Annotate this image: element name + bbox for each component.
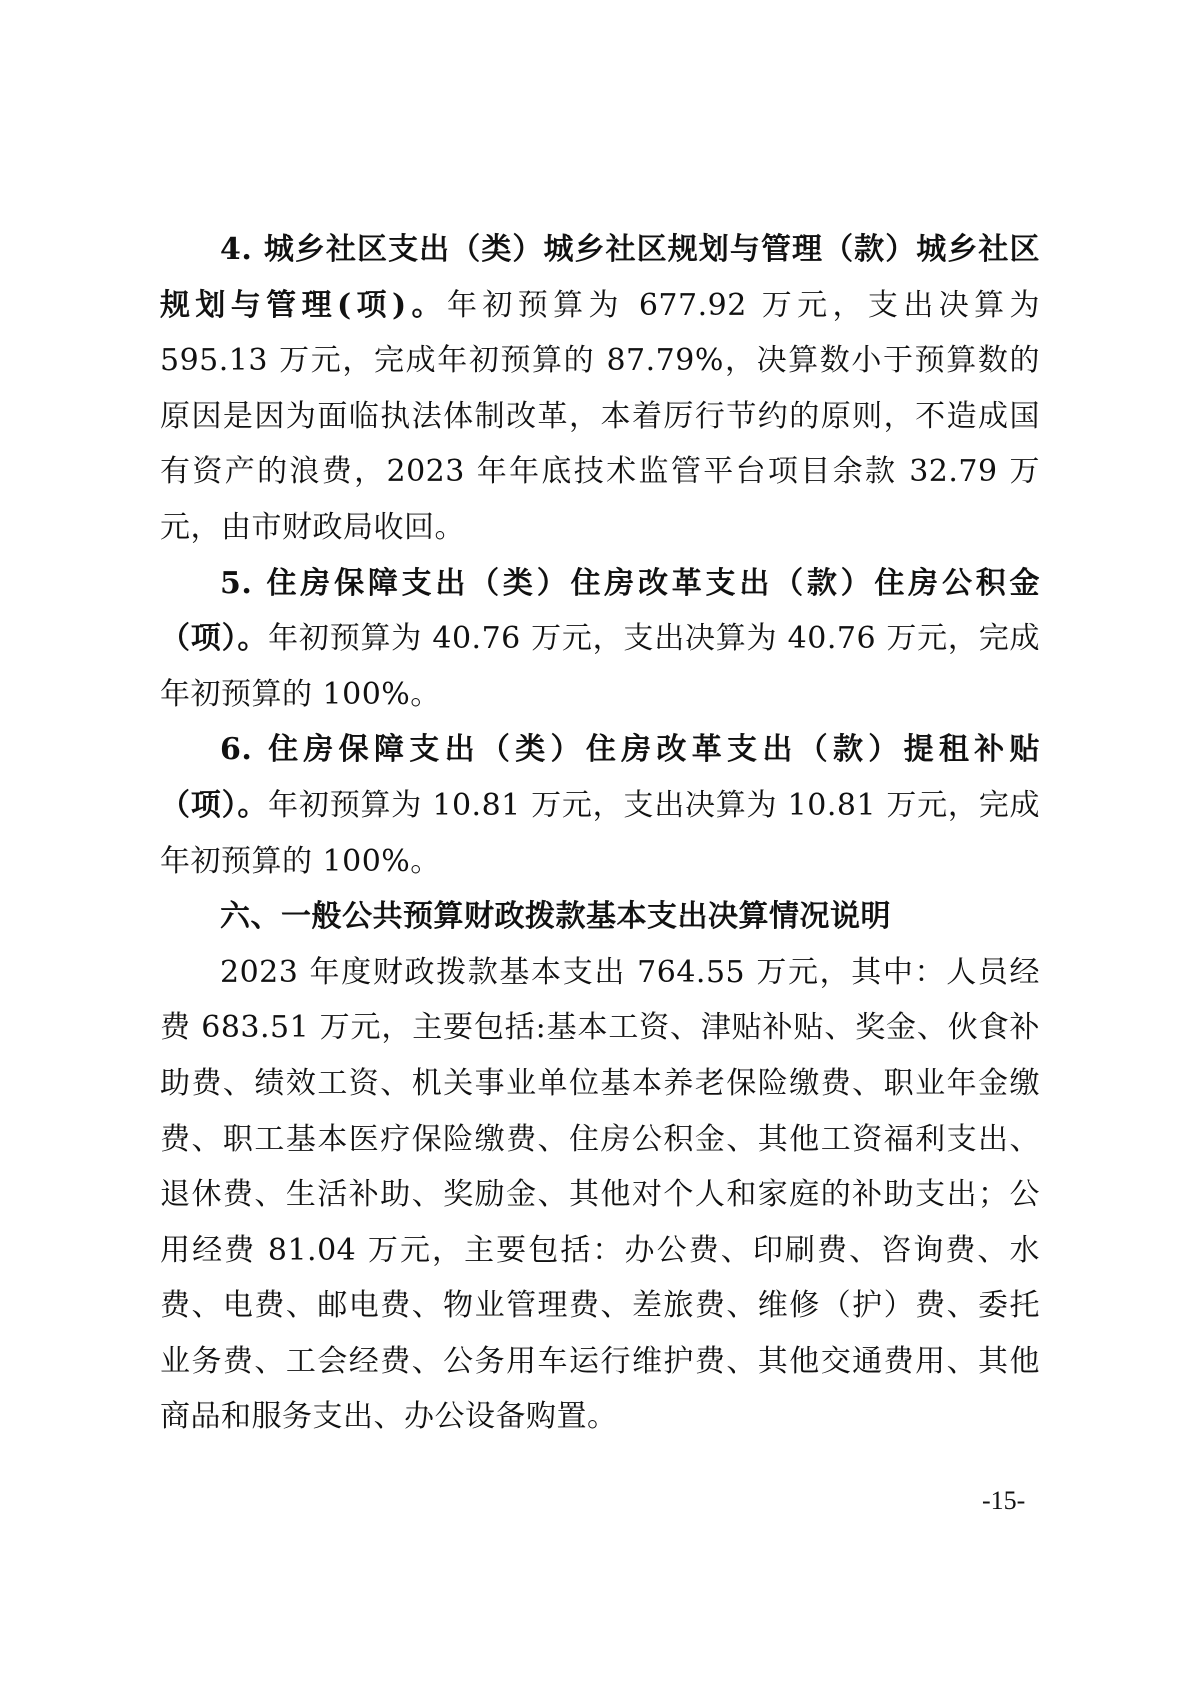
paragraph-item-4 <box>160 222 1040 556</box>
paragraph-item-6 <box>160 722 1040 889</box>
item-6-text: 年初预算为 10.81 万元，支出决算为 10.81 万元，完成年初预算的 100%。 <box>160 787 1040 879</box>
item-5-title: 5. 住房保障支出（类）住房改革支出（款）住房公积金（项）。 <box>160 565 1040 657</box>
item-4-title: 4. 城乡社区支出（类）城乡社区规划与管理（款）城乡社区规划与管理(项)。 <box>160 232 1040 323</box>
item-5-text: 年初预算为 40.76 万元，支出决算为 40.76 万元，完成年初预算的 100%。 <box>160 621 1040 712</box>
paragraph-item-5 <box>160 556 1040 723</box>
item-6-title: 6. 住房保障支出（类）住房改革支出（款）提租补贴（项）。 <box>160 732 1040 823</box>
section-paragraph: 2023 年度财政拨款基本支出 764.55 万元，其中：人员经费 683.51 万元，主要包括:基本工资、津贴补贴、奖金、伙食补助费、绩效工资、机关事业单位基本养老保险缴费、职业年金缴费、职工基本医疗保险缴费、住房公积金、其他工资福利支出、退休费、生活补助、奖励金、其他对个人和家庭的补助支出；公用经费 81.04 万元，主要包括：办公费、印刷费、咨询费、水费、电费、邮电费、物业管理费、差旅费、维修（护）费、委托业务费、工会经费、公务用车运行维护费、其他交通费用、其他商品和服务支出、办公设备购置。 <box>160 954 1040 1435</box>
page-number: -15- <box>982 1486 1026 1515</box>
document-body <box>160 222 1040 1445</box>
section-heading: 六、一般公共预算财政拨款基本支出决算情况说明 <box>220 899 891 935</box>
item-4-text: 年初预算为 677.92 万元，支出决算为 595.13 万元，完成年初预算的 87.79%，决算数小于预算数的原因是因为面临执法体制改革，本着厉行节约的原则，不造成国有资产的浪费，2023 年年底技术监管平台项目余款 32.79 万元，由市财政局收回。 <box>160 287 1040 545</box>
